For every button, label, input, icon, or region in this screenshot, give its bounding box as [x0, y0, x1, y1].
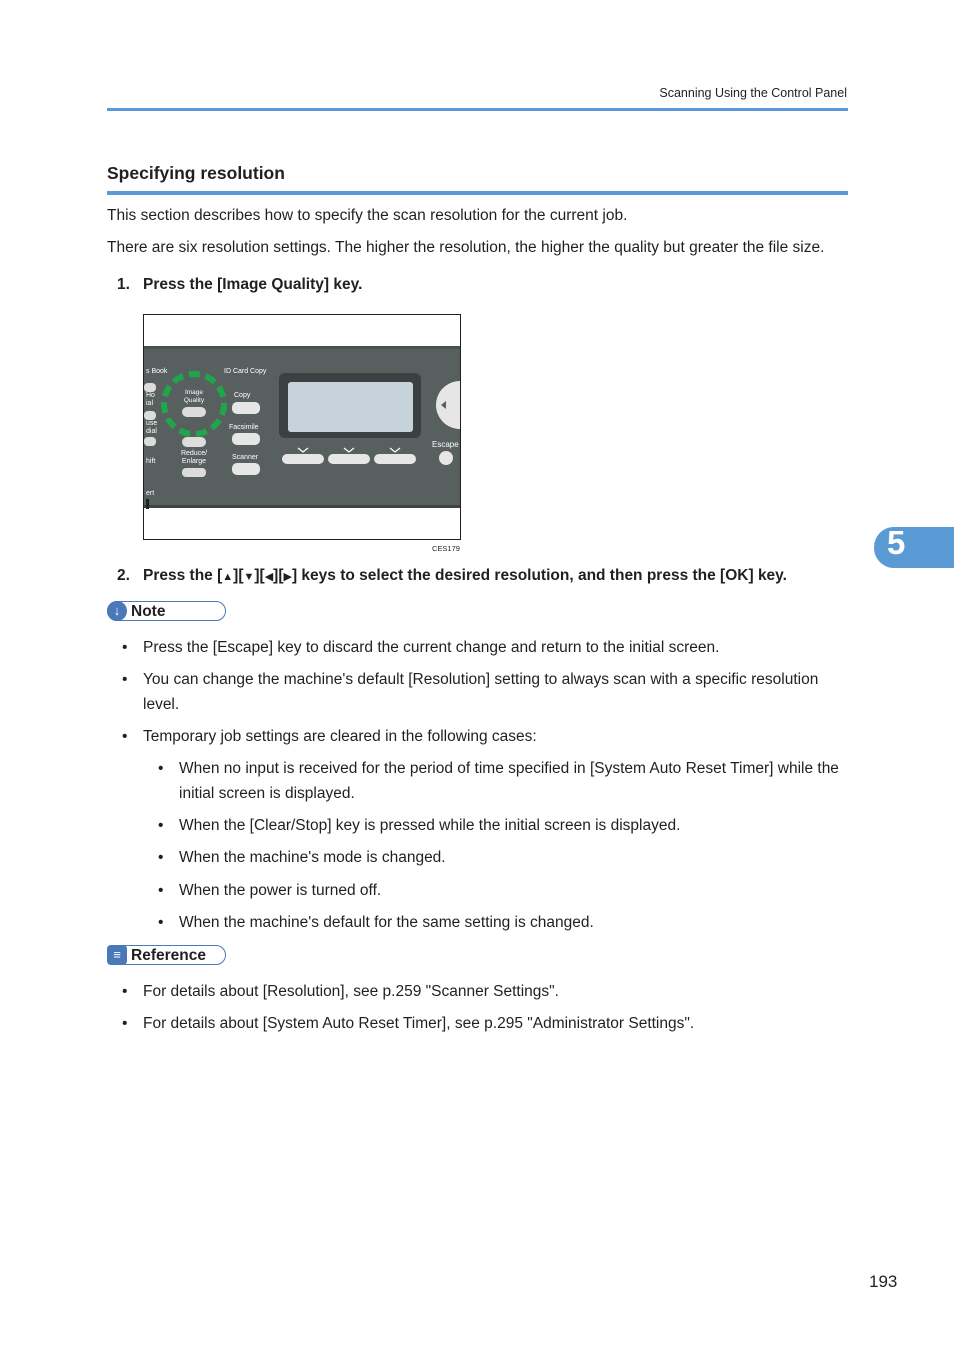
note-sub-item-text: When the machine's mode is changed.	[179, 849, 446, 866]
label-reduce-2: Enlarge	[181, 458, 207, 465]
left-indicator	[146, 499, 149, 509]
chapter-tab	[874, 527, 954, 568]
label-shift: hift	[146, 458, 156, 465]
scanner-key	[232, 463, 260, 475]
left-arrow-icon: ◀	[264, 571, 274, 583]
section-rule	[107, 191, 848, 195]
intro-paragraph-2: There are six resolution settings. The higher the resolution, the higher the quality but greater the file size.	[107, 239, 825, 256]
bullet-dot: •	[122, 983, 128, 1000]
chapter-number: 5	[887, 524, 906, 561]
label-scanner: Scanner	[232, 454, 259, 461]
note-label-text: Note	[131, 603, 166, 620]
panel-top-edge	[144, 346, 460, 349]
note-sub-item	[158, 878, 848, 903]
note-sub-item-text: When no input is received for the period of time specified in [System Auto Reset Timer] while the initial screen is displayed.	[179, 760, 839, 802]
note-icon: ↓	[107, 601, 127, 621]
down-arrow-icon: ▼	[243, 571, 255, 583]
soft-key-1	[282, 454, 324, 464]
note-sub-item	[158, 756, 848, 806]
label-ert: ert	[146, 490, 155, 497]
step-number: 2.	[117, 567, 130, 584]
reference-item-text: For details about [System Auto Reset Timer], see p.295 "Administrator Settings".	[143, 1015, 695, 1032]
bullet-dot: •	[158, 817, 164, 834]
left-button-1	[144, 383, 156, 392]
bullet-dot: •	[158, 760, 164, 777]
note-item	[122, 724, 848, 749]
note-item-text: Press the [Escape] key to discard the current change and return to the initial screen.	[143, 639, 720, 656]
note-sub-item	[158, 813, 848, 838]
right-arrow-icon: ▶	[283, 571, 292, 583]
note-item-text: You can change the machine's default [Resolution] setting to always scan with a specific resolution level.	[143, 671, 819, 713]
facsimile-key	[232, 433, 260, 445]
label-escape: Escape	[432, 440, 459, 449]
label-image-quality-1: Image	[184, 389, 204, 396]
note-sub-item-text: When the machine's default for the same setting is changed.	[179, 914, 594, 931]
running-header: Scanning Using the Control Panel	[659, 86, 847, 100]
left-button-2	[144, 411, 156, 420]
bullet-dot: •	[158, 882, 164, 899]
bullet-dot: •	[158, 914, 164, 931]
intro-paragraph-1: This section describes how to specify the scan resolution for the current job.	[107, 207, 628, 224]
escape-key	[439, 451, 453, 465]
bullet-dot: •	[122, 728, 128, 745]
bullet-dot: •	[122, 639, 128, 656]
label-ho: Ho	[146, 392, 155, 399]
step-number: 1.	[117, 276, 130, 293]
note-label	[107, 601, 226, 621]
control-panel-illustration	[144, 315, 460, 539]
label-dial: dial	[146, 428, 157, 435]
left-button-3	[144, 437, 156, 446]
header-rule	[107, 108, 848, 111]
reference-label-text: Reference	[131, 947, 206, 964]
label-image-quality-2: Quality	[183, 397, 205, 404]
label-copy: Copy	[234, 392, 251, 399]
soft-key-2	[328, 454, 370, 464]
note-sub-item-text: When the power is turned off.	[179, 882, 382, 899]
reduce-enlarge-key	[182, 468, 206, 477]
label-ial: ial	[146, 400, 154, 407]
bullet-dot: •	[122, 671, 128, 688]
reference-item	[122, 1011, 848, 1036]
bullet-dot: •	[158, 849, 164, 866]
section-title: Specifying resolution	[107, 163, 285, 183]
soft-key-3	[374, 454, 416, 464]
step-text-suffix: ] keys to select the desired resolution, and then press the [OK] key.	[291, 567, 787, 584]
reference-label	[107, 945, 226, 965]
reference-item	[122, 979, 848, 1004]
key-under-highlight	[182, 437, 206, 447]
note-sub-item-text: When the [Clear/Stop] key is pressed while the initial screen is displayed.	[179, 817, 681, 834]
figure-code: CES179	[432, 544, 460, 553]
label-book: s Book	[146, 368, 168, 375]
control-panel-figure	[143, 314, 461, 540]
note-item-text: Temporary job settings are cleared in the following cases:	[143, 728, 537, 745]
step-1	[117, 276, 362, 294]
page-number: 193	[869, 1272, 898, 1291]
panel-bottom-edge	[144, 505, 460, 508]
step-text-sep-2: ][	[254, 567, 265, 584]
lcd-screen	[288, 382, 413, 432]
note-sub-item	[158, 910, 848, 935]
reference-item-text: For details about [Resolution], see p.259 "Scanner Settings".	[143, 983, 559, 1000]
label-reduce-1: Reduce/	[180, 450, 208, 457]
step-text-sep-3: ][	[273, 567, 284, 584]
step-text: Press the [Image Quality] key.	[143, 276, 363, 293]
step-text-sep-1: ][	[233, 567, 244, 584]
note-sub-item	[158, 845, 848, 870]
label-use: use	[146, 420, 158, 427]
label-id-card: ID Card Copy	[224, 368, 267, 375]
up-arrow-icon: ▲	[222, 571, 234, 583]
note-item	[122, 635, 848, 660]
step-text-prefix: Press the [	[143, 567, 223, 584]
bullet-dot: •	[122, 1015, 128, 1032]
image-quality-key	[182, 407, 206, 417]
copy-key	[232, 402, 260, 414]
step-2	[117, 567, 787, 585]
label-facsimile: Facsimile	[229, 424, 259, 431]
note-item	[122, 667, 848, 717]
reference-icon: ≡	[107, 945, 127, 965]
